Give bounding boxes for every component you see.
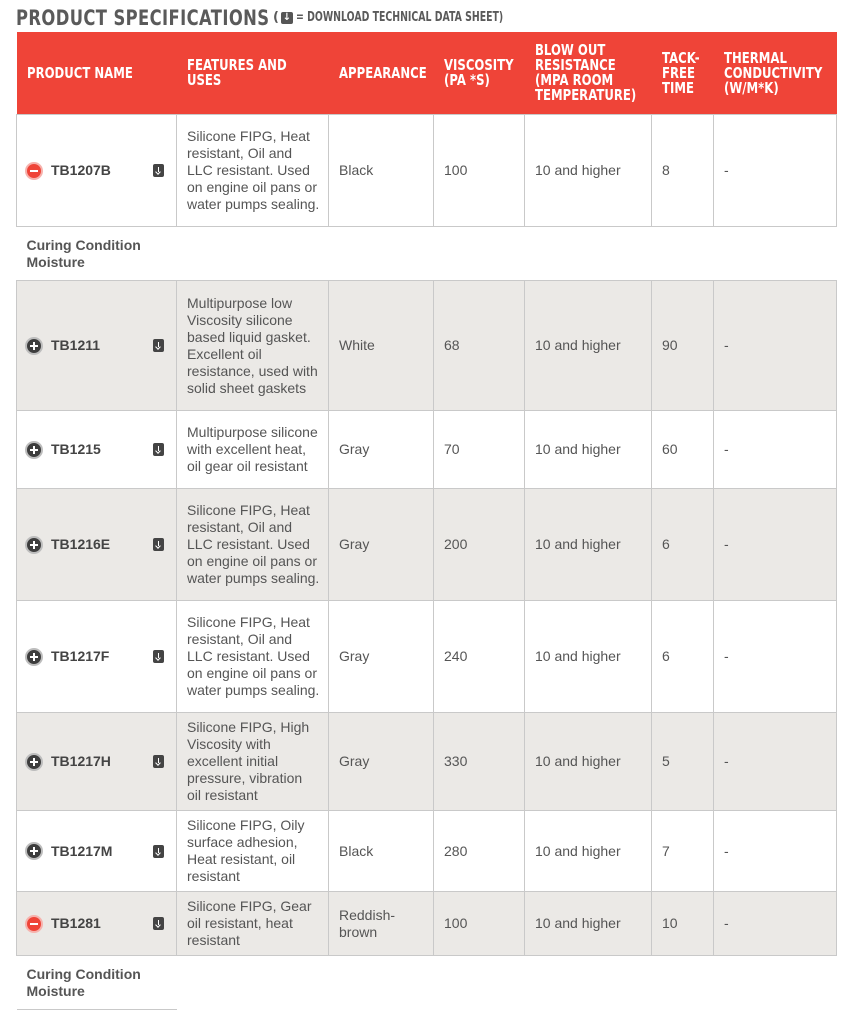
- features-cell: Multipurpose silicone with excellent heat, oil gear oil resistant: [177, 411, 329, 489]
- features-cell: Silicone FIPG, High Viscosity with excellent initial pressure, vibration oil resistant: [177, 713, 329, 811]
- thermal-conductivity-cell: -: [714, 811, 837, 892]
- download-legend: [273, 10, 584, 25]
- legend-text: = DOWNLOAD TECHNICAL DATA SHEET): [295, 10, 504, 25]
- product-name: TB1211: [51, 337, 101, 353]
- curing-condition-row: [17, 227, 837, 281]
- column-header-label: FEATURES AND USES: [186, 56, 287, 89]
- col-thermal-header: [714, 32, 837, 115]
- appearance-cell: White: [329, 281, 434, 411]
- download-datasheet-icon[interactable]: [153, 538, 164, 551]
- blowout-resistance-cell: 10 and higher: [525, 115, 652, 227]
- tack-free-time-cell: 60: [652, 411, 714, 489]
- blowout-resistance-cell: 10 and higher: [525, 601, 652, 713]
- features-cell: Silicone FIPG, Heat resistant, Oil and LLC resistant. Used on engine oil pans or water pumps sealing.: [177, 489, 329, 601]
- thermal-conductivity-cell: -: [714, 115, 837, 227]
- column-header-label: VISCOSITY (PA *S): [443, 56, 514, 89]
- column-header-label: BLOW OUT RESISTANCE (MPA ROOM TEMPERATURE): [534, 41, 636, 104]
- thermal-conductivity-cell: -: [714, 281, 837, 411]
- header-row: [17, 32, 837, 115]
- viscosity-cell: 330: [434, 713, 525, 811]
- collapse-icon[interactable]: [25, 915, 43, 933]
- product-name: TB1217M: [51, 842, 113, 859]
- legend-open-paren: (: [273, 10, 279, 25]
- download-datasheet-icon[interactable]: [153, 164, 164, 177]
- curing-condition-text: Curing Condition Moisture: [17, 956, 177, 1010]
- download-icon: ↓: [282, 11, 292, 23]
- viscosity-cell: 240: [434, 601, 525, 713]
- expand-icon[interactable]: [25, 753, 43, 771]
- tack-free-time-cell: 6: [652, 601, 714, 713]
- appearance-cell: Black: [329, 811, 434, 892]
- expand-icon[interactable]: [25, 648, 43, 666]
- thermal-conductivity-cell: -: [714, 892, 837, 956]
- thermal-conductivity-cell: -: [714, 489, 837, 601]
- viscosity-cell: 100: [434, 115, 525, 227]
- appearance-cell: Gray: [329, 713, 434, 811]
- table-body: [17, 115, 837, 1010]
- col-blowout-header: [525, 32, 652, 115]
- blowout-resistance-cell: 10 and higher: [525, 811, 652, 892]
- curing-condition-spacer: [177, 227, 837, 281]
- table-row: [17, 115, 837, 227]
- product-name: TB1217F: [51, 648, 110, 664]
- blowout-resistance-cell: 10 and higher: [525, 489, 652, 601]
- blowout-resistance-cell: 10 and higher: [525, 892, 652, 956]
- product-name-cell: [17, 411, 177, 489]
- curing-condition-text: Curing Condition Moisture: [17, 227, 177, 281]
- table-row: [17, 892, 837, 956]
- collapse-icon[interactable]: [25, 162, 43, 180]
- thermal-conductivity-cell: -: [714, 601, 837, 713]
- col-features-header: [177, 32, 329, 115]
- expand-icon[interactable]: [25, 441, 43, 459]
- features-cell: Multipurpose low Viscosity silicone based liquid gasket. Excellent oil resistance, used with solid sheet gaskets: [177, 281, 329, 411]
- product-name-cell: [17, 811, 177, 892]
- product-name: TB1281: [51, 915, 101, 931]
- thermal-conductivity-cell: -: [714, 713, 837, 811]
- product-name: TB1215: [51, 441, 101, 457]
- appearance-cell: Gray: [329, 411, 434, 489]
- thermal-conductivity-cell: -: [714, 411, 837, 489]
- table-row: [17, 811, 837, 892]
- download-datasheet-icon[interactable]: [153, 917, 164, 930]
- expand-icon[interactable]: [25, 536, 43, 554]
- blowout-resistance-cell: 10 and higher: [525, 411, 652, 489]
- viscosity-cell: 100: [434, 892, 525, 956]
- product-name-cell: [17, 281, 177, 411]
- expand-icon[interactable]: [25, 842, 43, 860]
- tack-free-time-cell: 7: [652, 811, 714, 892]
- col-appearance-header: [329, 32, 434, 115]
- table-row: [17, 601, 837, 713]
- blowout-resistance-cell: 10 and higher: [525, 281, 652, 411]
- appearance-cell: Gray: [329, 601, 434, 713]
- viscosity-cell: 68: [434, 281, 525, 411]
- tack-free-time-cell: 6: [652, 489, 714, 601]
- product-name: TB1217H: [51, 753, 111, 769]
- features-cell: Silicone FIPG, Oily surface adhesion, Heat resistant, oil resistant: [177, 811, 329, 892]
- table-header: [17, 32, 837, 115]
- tack-free-time-cell: 10: [652, 892, 714, 956]
- download-datasheet-icon[interactable]: [153, 755, 164, 768]
- table-row: [17, 713, 837, 811]
- page-title: PRODUCT SPECIFICATIONS: [16, 6, 270, 30]
- product-name-cell: [17, 489, 177, 601]
- features-cell: Silicone FIPG, Gear oil resistant, heat resistant: [177, 892, 329, 956]
- appearance-cell: Reddish-brown: [329, 892, 434, 956]
- tack-free-time-cell: 5: [652, 713, 714, 811]
- features-cell: Silicone FIPG, Heat resistant, Oil and LLC resistant. Used on engine oil pans or water pumps sealing.: [177, 115, 329, 227]
- tack-free-time-cell: 90: [652, 281, 714, 411]
- tack-free-time-cell: 8: [652, 115, 714, 227]
- download-datasheet-icon[interactable]: [153, 650, 164, 663]
- col-viscosity-header: [434, 32, 525, 115]
- appearance-cell: Black: [329, 115, 434, 227]
- viscosity-cell: 70: [434, 411, 525, 489]
- product-name-cell: [17, 601, 177, 713]
- column-header-label: TACK-FREE TIME: [661, 48, 700, 97]
- product-name-cell: [17, 892, 177, 956]
- column-header-label: PRODUCT NAME: [26, 63, 133, 82]
- download-datasheet-icon[interactable]: [153, 443, 164, 456]
- download-datasheet-icon[interactable]: [153, 845, 164, 858]
- product-name: TB1207B: [51, 162, 111, 178]
- product-name-cell: [17, 115, 177, 227]
- blowout-resistance-cell: 10 and higher: [525, 713, 652, 811]
- features-cell: Silicone FIPG, Heat resistant, Oil and LLC resistant. Used on engine oil pans or water pumps sealing.: [177, 601, 329, 713]
- viscosity-cell: 280: [434, 811, 525, 892]
- table-row: [17, 489, 837, 601]
- col-product-name-header: [17, 32, 177, 115]
- column-header-label: THERMAL CONDUCTIVITY (W/M*K): [723, 48, 822, 97]
- download-datasheet-icon[interactable]: [153, 339, 164, 352]
- viscosity-cell: 200: [434, 489, 525, 601]
- curing-condition-row: [17, 956, 837, 1010]
- product-spec-table: [16, 32, 837, 1010]
- product-name: TB1216E: [51, 536, 111, 552]
- curing-condition-spacer: [177, 956, 837, 1010]
- table-row: [17, 411, 837, 489]
- product-name-cell: [17, 713, 177, 811]
- appearance-cell: Gray: [329, 489, 434, 601]
- column-header-label: APPEARANCE: [338, 63, 427, 82]
- expand-icon[interactable]: [25, 337, 43, 355]
- table-row: [17, 281, 837, 411]
